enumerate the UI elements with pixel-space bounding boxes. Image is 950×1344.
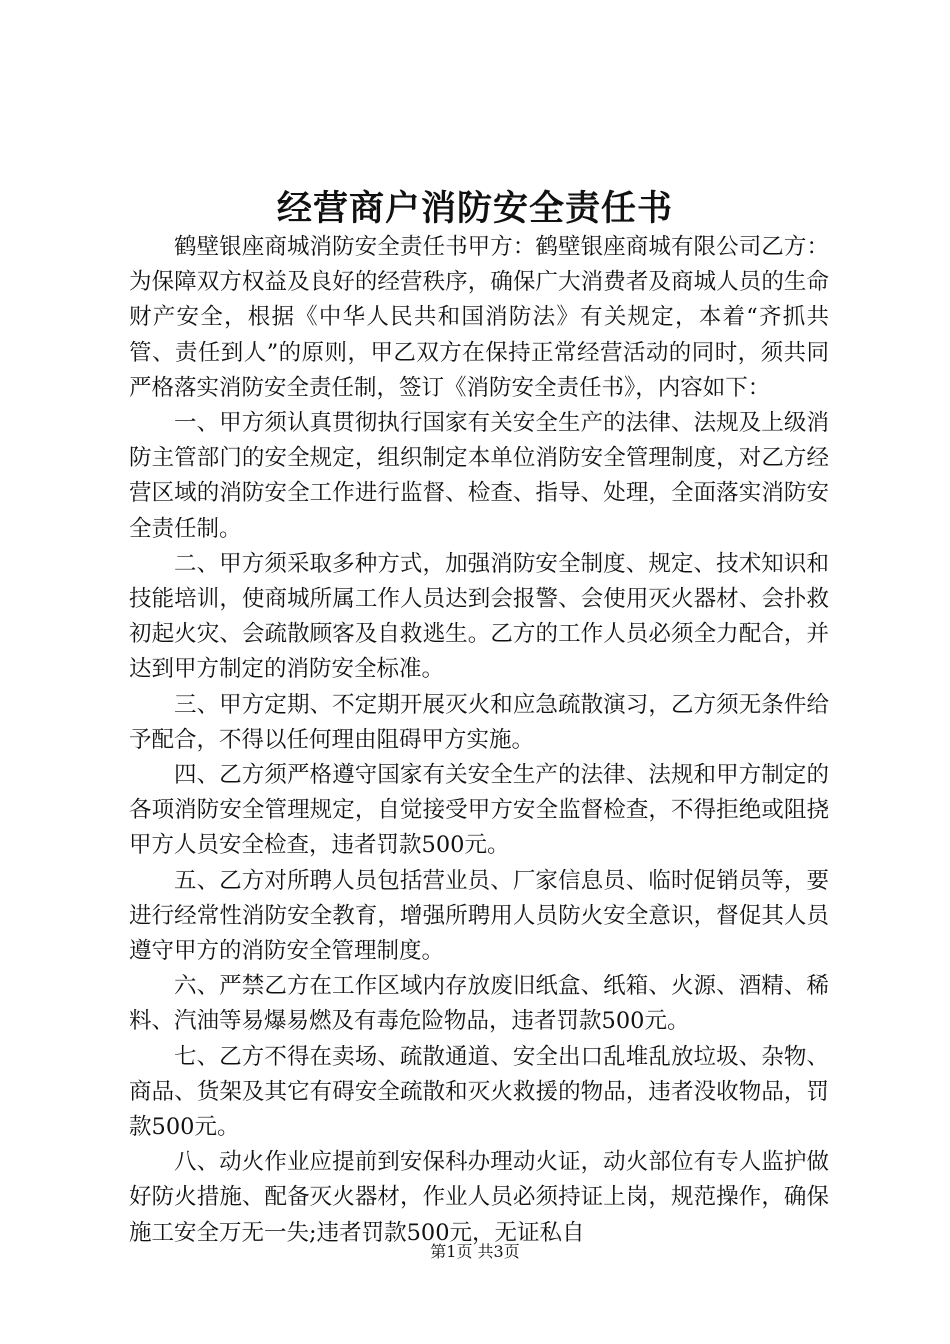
paragraph-clause-4: 四、乙方须严格遵守国家有关安全生产的法律、法规和甲方制定的各项消防安全管理规定，自觉接受甲方安全监督检查，不得拒绝或阻挠甲方人员安全检查，违者罚款500元。 xyxy=(129,762,829,859)
paragraph-clause-5: 五、乙方对所聘人员包括营业员、厂家信息员、临时促销员等，要进行经常性消防安全教育，增强所聘用人员防火安全意识，督促其人员遵守甲方的消防安全管理制度。 xyxy=(129,867,829,965)
paragraph-clause-6: 六、严禁乙方在工作区域内存放废旧纸盒、纸箱、火源、酒精、稀料、汽油等易爆易燃及有毒危险物品，违者罚款500元。 xyxy=(129,973,829,1035)
paragraph-clause-3: 三、甲方定期、不定期开展灭火和应急疏散演习，乙方须无条件给予配合，不得以任何理由阻碍甲方实施。 xyxy=(129,691,829,753)
page-footer: 第1页 共3页 xyxy=(430,1242,520,1261)
paragraph-clause-8: 八、动火作业应提前到安保科办理动火证，动火部位有专人监护做好防火措施、配备灭火器材，作业人员必须持证上岗，规范操作，确保施工安全万无一失;违者罚款500元，无证私自 xyxy=(129,1149,829,1246)
document-title: 经营商户消防安全责任书 xyxy=(276,188,673,229)
document-body xyxy=(129,230,829,1251)
paragraph-clause-2: 二、甲方须采取多种方式，加强消防安全制度、规定、技术知识和技能培训，使商城所属工作人员达到会报警、会使用灭火器材、会扑救初起火灾、会疏散顾客及自救逃生。乙方的工作人员必须全力配合，并达到甲方制定的消防安全标准。 xyxy=(129,550,829,683)
paragraph-clause-7: 七、乙方不得在卖场、疏散通道、安全出口乱堆乱放垃圾、杂物、商品、货架及其它有碍安全疏散和灭火救援的物品，违者没收物品，罚款500元。 xyxy=(129,1043,829,1141)
paragraph-clause-1: 一、甲方须认真贯彻执行国家有关安全生产的法律、法规及上级消防主管部门的安全规定，组织制定本单位消防安全管理制度，对乙方经营区域的消防安全工作进行监督、检查、指导、处理，全面落实消防安全责任制。 xyxy=(129,410,829,542)
paragraph-intro: 鹤壁银座商城消防安全责任书甲方：鹤壁银座商城有限公司乙方：为保障双方权益及良好的经营秩序，确保广大消费者及商城人员的生命财产安全，根据《中华人民共和国消防法》有关规定，本着“齐抓共管、责任到人”的原则，甲乙双方在保持正常经营活动的同时，须共同严格落实消防安全责任制，签订《消防安全责任书》，内容如下： xyxy=(129,234,829,401)
